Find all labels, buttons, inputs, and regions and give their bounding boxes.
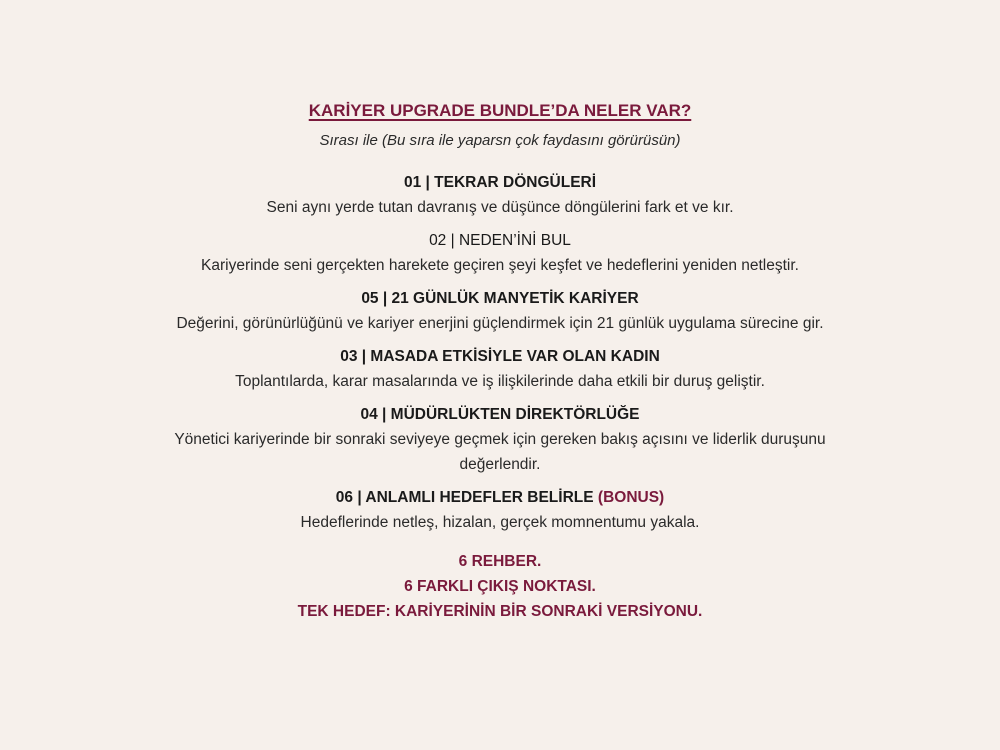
section-masada-etkisiyle (140, 344, 860, 394)
section-title: 01 | TEKRAR DÖNGÜLERİ (403, 174, 597, 191)
section-description: Yönetici kariyerinde bir sonraki seviyeye geçmek için gereken bakış açısını ve liderlik duruşunu değerlendir. (174, 431, 826, 473)
sections-list (0, 170, 1000, 535)
closing-block (0, 549, 1000, 624)
section-description: Toplantılarda, karar masalarında ve iş ilişkilerinde daha etkili bir duruş geliştir. (235, 373, 765, 390)
section-title (140, 485, 860, 510)
section-title: 04 | MÜDÜRLÜKTEN DİREKTÖRLÜĞE (360, 406, 640, 423)
section-title: 05 | 21 GÜNLÜK MANYETİK KARİYER (361, 290, 639, 307)
section-mudurlukten-direktorluge (140, 402, 860, 477)
section-anlamli-hedefler (140, 485, 860, 535)
section-nedenini-bul (140, 228, 860, 278)
section-manyetik-kariyer (140, 286, 860, 336)
closing-line-hedef: TEK HEDEF: KARİYERİNİN BİR SONRAKİ VERSİYONU. (297, 603, 703, 620)
section-description: Seni aynı yerde tutan davranış ve düşünce döngülerini fark et ve kır. (266, 199, 734, 216)
section-description: Değerini, görünürlüğünü ve kariyer enerjini güçlendirmek için 21 günlük uygulama sürecine gir. (176, 315, 824, 332)
section-description: Hedeflerinde netleş, hizalan, gerçek momnentumu yakala. (300, 514, 700, 531)
section-description: Kariyerinde seni gerçekten harekete geçiren şeyi keşfet ve hedeflerini yeniden netleştir. (201, 257, 799, 274)
bonus-badge: (BONUS) (597, 489, 665, 506)
section-title: 03 | MASADA ETKİSİYLE VAR OLAN KADIN (340, 348, 660, 365)
section-tekrar-donguleri (140, 170, 860, 220)
page-subtitle: Sırası ile (Bu sıra ile yaparsn çok faydasını görürüsün) (319, 132, 681, 149)
closing-line-rehber: 6 REHBER. (458, 553, 542, 570)
section-title: 02 | NEDEN’İNİ BUL (429, 232, 571, 249)
page-title: KARİYER UPGRADE BUNDLE’DA NELER VAR? (308, 101, 692, 120)
closing-line-cikis: 6 FARKLI ÇIKIŞ NOKTASI. (404, 578, 596, 595)
section-title-text: 06 | ANLAMLI HEDEFLER BELİRLE (335, 489, 594, 506)
